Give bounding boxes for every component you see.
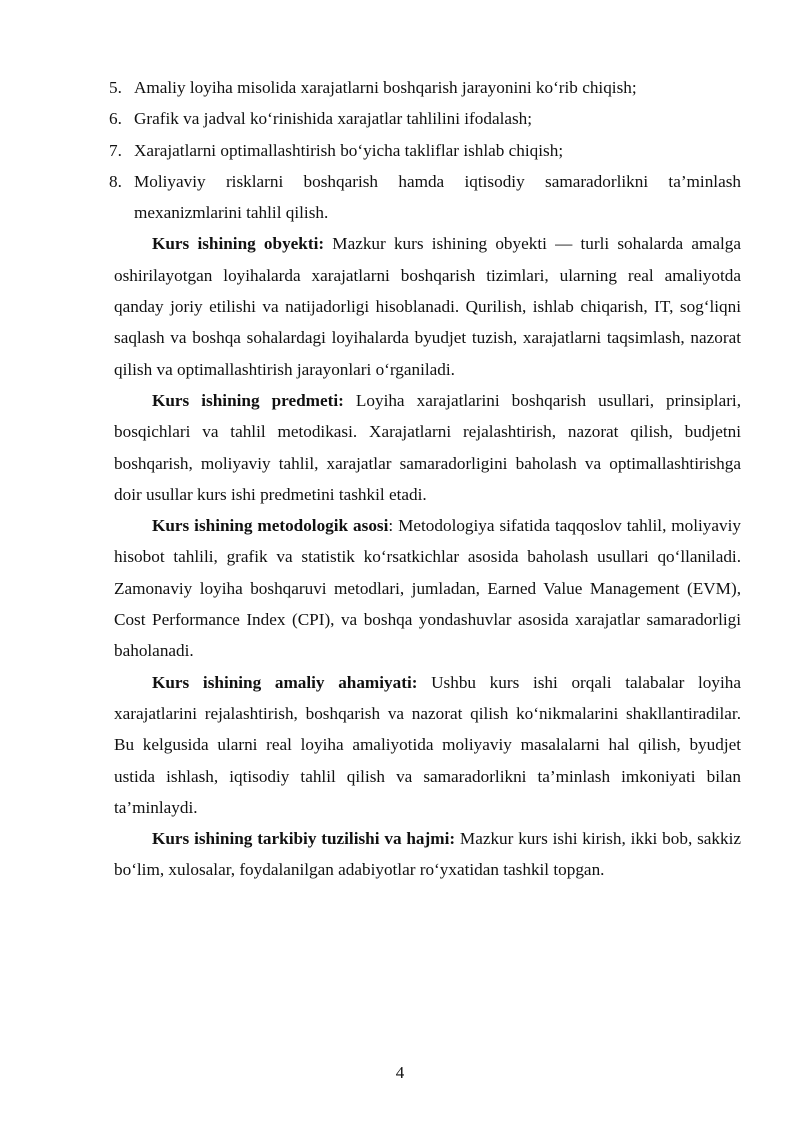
list-item bbox=[109, 135, 741, 166]
list-item bbox=[109, 103, 741, 134]
list-item-number: 7. bbox=[109, 140, 122, 160]
list-item-number: 8. bbox=[109, 171, 122, 191]
page-number: 4 bbox=[395, 1063, 405, 1082]
paragraph-body: Ushbu kurs ishi orqali talabalar loyiha xarajatlarini rejalashtirish, boshqarish va nazorat qilish ko‘nikmalarini shakllantiradilar. Bu kelgusida ularni real loyiha amaliyotida moliyaviy masalalarni hal qilish, byudjet ustida ishlash, iqtisodiy tahlil qilish va samaradorlikni ta’minlash imkoniyati bilan ta’minlaydi. bbox=[114, 672, 741, 817]
paragraph-heading: Kurs ishining obyekti: bbox=[152, 234, 325, 254]
list-item bbox=[109, 166, 741, 229]
paragraph-body: Mazkur kurs ishining obyekti — turli sohalarda amalga oshirilayotgan loyihalarda xarajatlarni boshqarish tizimlari, ularning real amaliyotda qanday joriy etilishi va natijadorligi hisoblanadi. Qurilish, ishlab chiqarish, IT, sog‘liqni saqlash va boshqa sohalardagi loyihalarda byudjet tuzish, xarajatlarni taqsimlash, nazorat qilish va optimallashtirish jarayonlari o‘rganiladi. bbox=[114, 234, 741, 379]
paragraph-body: Mazkur kurs ishi kirish, ikki bob, sakkiz bo‘lim, xulosalar, foydalanilgan adabiyotlar ro‘yxatidan tashkil topgan. bbox=[114, 829, 741, 880]
paragraph-body: Loyiha xarajatlarini boshqarish usullari, prinsiplari, bosqichlari va tahlil metodikasi. Xarajatlarni rejalashtirish, nazorat qilish, budjetni boshqarish, moliyaviy tahlil, xarajatlar samaradorligini baholash va optimallashtirishga doir usullar kurs ishi predmetini tashkil etadi. bbox=[114, 390, 741, 504]
list-item-text: Grafik va jadval ko‘rinishida xarajatlar tahlilini ifodalash; bbox=[134, 109, 533, 129]
objectives-list bbox=[109, 72, 741, 228]
list-item bbox=[109, 72, 741, 103]
list-item-text: Moliyaviy risklarni boshqarish hamda iqtisodiy samaradorlikni ta’minlash mexanizmlarini tahlil qilish. bbox=[134, 171, 741, 223]
paragraph-body: : Metodologiya sifatida taqqoslov tahlil, moliyaviy hisobot tahlili, grafik va statistik ko‘rsatkichlar asosida baholash usullari qo‘llaniladi. Zamonaviy loyiha boshqaruvi metodlari, jumladan, Earned Value Management (EVM), Cost Performance Index (CPI), va boshqa yondashuvlar asosida xarajatlar samaradorligi baholanadi. bbox=[114, 516, 741, 661]
list-item-text: Xarajatlarni optimallashtirish bo‘yicha takliflar ishlab chiqish; bbox=[134, 140, 564, 160]
paragraph-practical-significance bbox=[114, 667, 741, 823]
paragraph-heading: Kurs ishining tarkibiy tuzilishi va hajmi: bbox=[152, 829, 456, 849]
paragraph-subject bbox=[114, 385, 741, 510]
paragraph-heading: Kurs ishining amaliy ahamiyati: bbox=[152, 672, 418, 692]
list-item-text: Amaliy loyiha misolida xarajatlarni boshqarish jarayonini ko‘rib chiqish; bbox=[134, 78, 637, 97]
list-item-number: 5. bbox=[109, 78, 122, 97]
paragraph-heading: Kurs ishining metodologik asosi bbox=[152, 516, 389, 536]
paragraph-structure bbox=[114, 823, 741, 886]
paragraph-heading: Kurs ishining predmeti: bbox=[152, 390, 344, 410]
paragraph-methodology bbox=[114, 510, 741, 666]
page-content bbox=[109, 72, 741, 886]
paragraph-object bbox=[114, 228, 741, 384]
list-item-number: 6. bbox=[109, 109, 122, 129]
